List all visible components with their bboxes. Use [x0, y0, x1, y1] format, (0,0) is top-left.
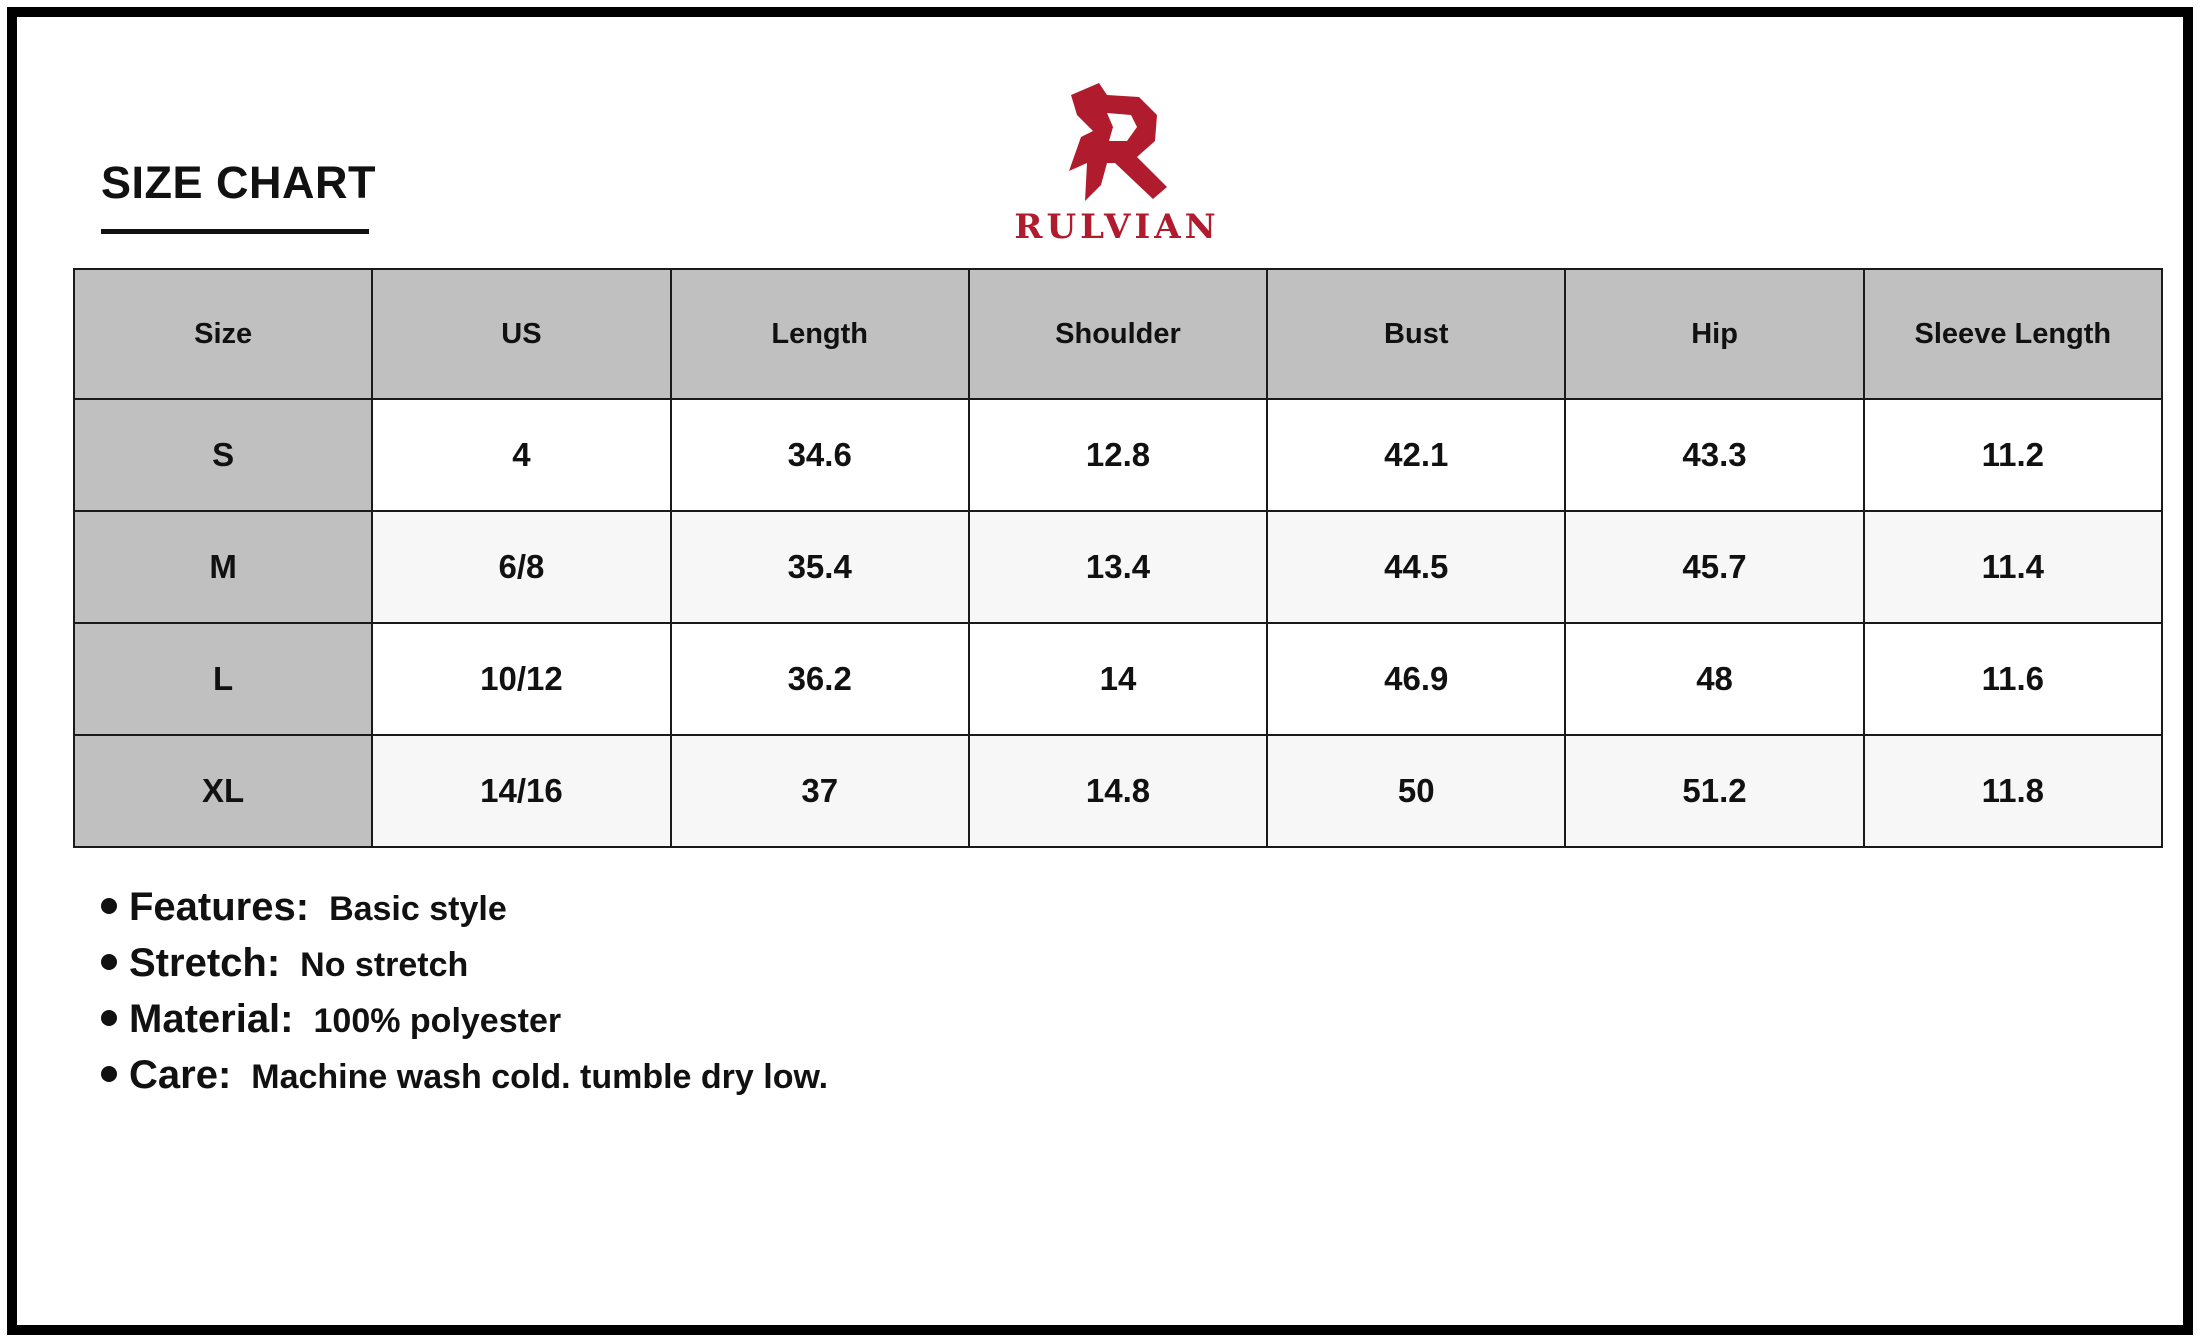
column-header: Size	[74, 269, 372, 399]
table-cell: 46.9	[1267, 623, 1565, 735]
table-row	[74, 399, 2162, 511]
table-cell: 4	[372, 399, 670, 511]
table-cell: 51.2	[1565, 735, 1863, 847]
feature-item	[101, 997, 828, 1053]
table-cell: 50	[1267, 735, 1565, 847]
feature-value: Machine wash cold. tumble dry low.	[251, 1058, 829, 1096]
feature-label: Stretch:	[129, 941, 281, 985]
bullet-icon	[101, 954, 117, 970]
table-cell: 6/8	[372, 511, 670, 623]
feature-item	[101, 941, 828, 997]
feature-label: Features:	[129, 885, 310, 929]
column-header: US	[372, 269, 670, 399]
table-cell: 35.4	[671, 511, 969, 623]
table-cell: 14.8	[969, 735, 1267, 847]
table-row	[74, 623, 2162, 735]
column-header: Length	[671, 269, 969, 399]
table-cell: 11.8	[1864, 735, 2162, 847]
table-cell: 11.2	[1864, 399, 2162, 511]
table-cell: 14	[969, 623, 1267, 735]
feature-list	[101, 885, 828, 1109]
table-cell: 45.7	[1565, 511, 1863, 623]
feature-item	[101, 885, 828, 941]
feature-item	[101, 1053, 828, 1109]
chart-frame	[7, 7, 2193, 1335]
page-title: SIZE CHART	[101, 157, 376, 208]
table-row	[74, 735, 2162, 847]
size-cell: L	[74, 623, 372, 735]
table-cell: 13.4	[969, 511, 1267, 623]
feature-value: No stretch	[300, 946, 469, 984]
size-cell: M	[74, 511, 372, 623]
table-cell: 34.6	[671, 399, 969, 511]
table-cell: 10/12	[372, 623, 670, 735]
table-cell: 14/16	[372, 735, 670, 847]
size-table	[73, 268, 2163, 848]
table-cell: 36.2	[671, 623, 969, 735]
table-cell: 44.5	[1267, 511, 1565, 623]
feature-value: 100% polyester	[313, 1002, 562, 1040]
feature-label: Material:	[129, 997, 294, 1041]
table-cell: 43.3	[1565, 399, 1863, 511]
bullet-icon	[101, 898, 117, 914]
column-header: Hip	[1565, 269, 1863, 399]
table-cell: 11.6	[1864, 623, 2162, 735]
table-cell: 42.1	[1267, 399, 1565, 511]
feature-value: Basic style	[329, 890, 507, 928]
table-cell: 12.8	[969, 399, 1267, 511]
table-cell: 37	[671, 735, 969, 847]
bullet-icon	[101, 1066, 117, 1082]
brand-name: RULVIAN	[1014, 207, 1220, 247]
table-cell: 11.4	[1864, 511, 2162, 623]
column-header: Sleeve Length	[1864, 269, 2162, 399]
table-cell: 48	[1565, 623, 1863, 735]
table-header-row	[74, 269, 2162, 399]
column-header: Shoulder	[969, 269, 1267, 399]
column-header: Bust	[1267, 269, 1565, 399]
bullet-icon	[101, 1010, 117, 1026]
table-row	[74, 511, 2162, 623]
feature-label: Care:	[129, 1053, 232, 1097]
brand-logo-icon	[1057, 75, 1177, 205]
title-underline	[101, 229, 369, 234]
size-cell: S	[74, 399, 372, 511]
size-cell: XL	[74, 735, 372, 847]
